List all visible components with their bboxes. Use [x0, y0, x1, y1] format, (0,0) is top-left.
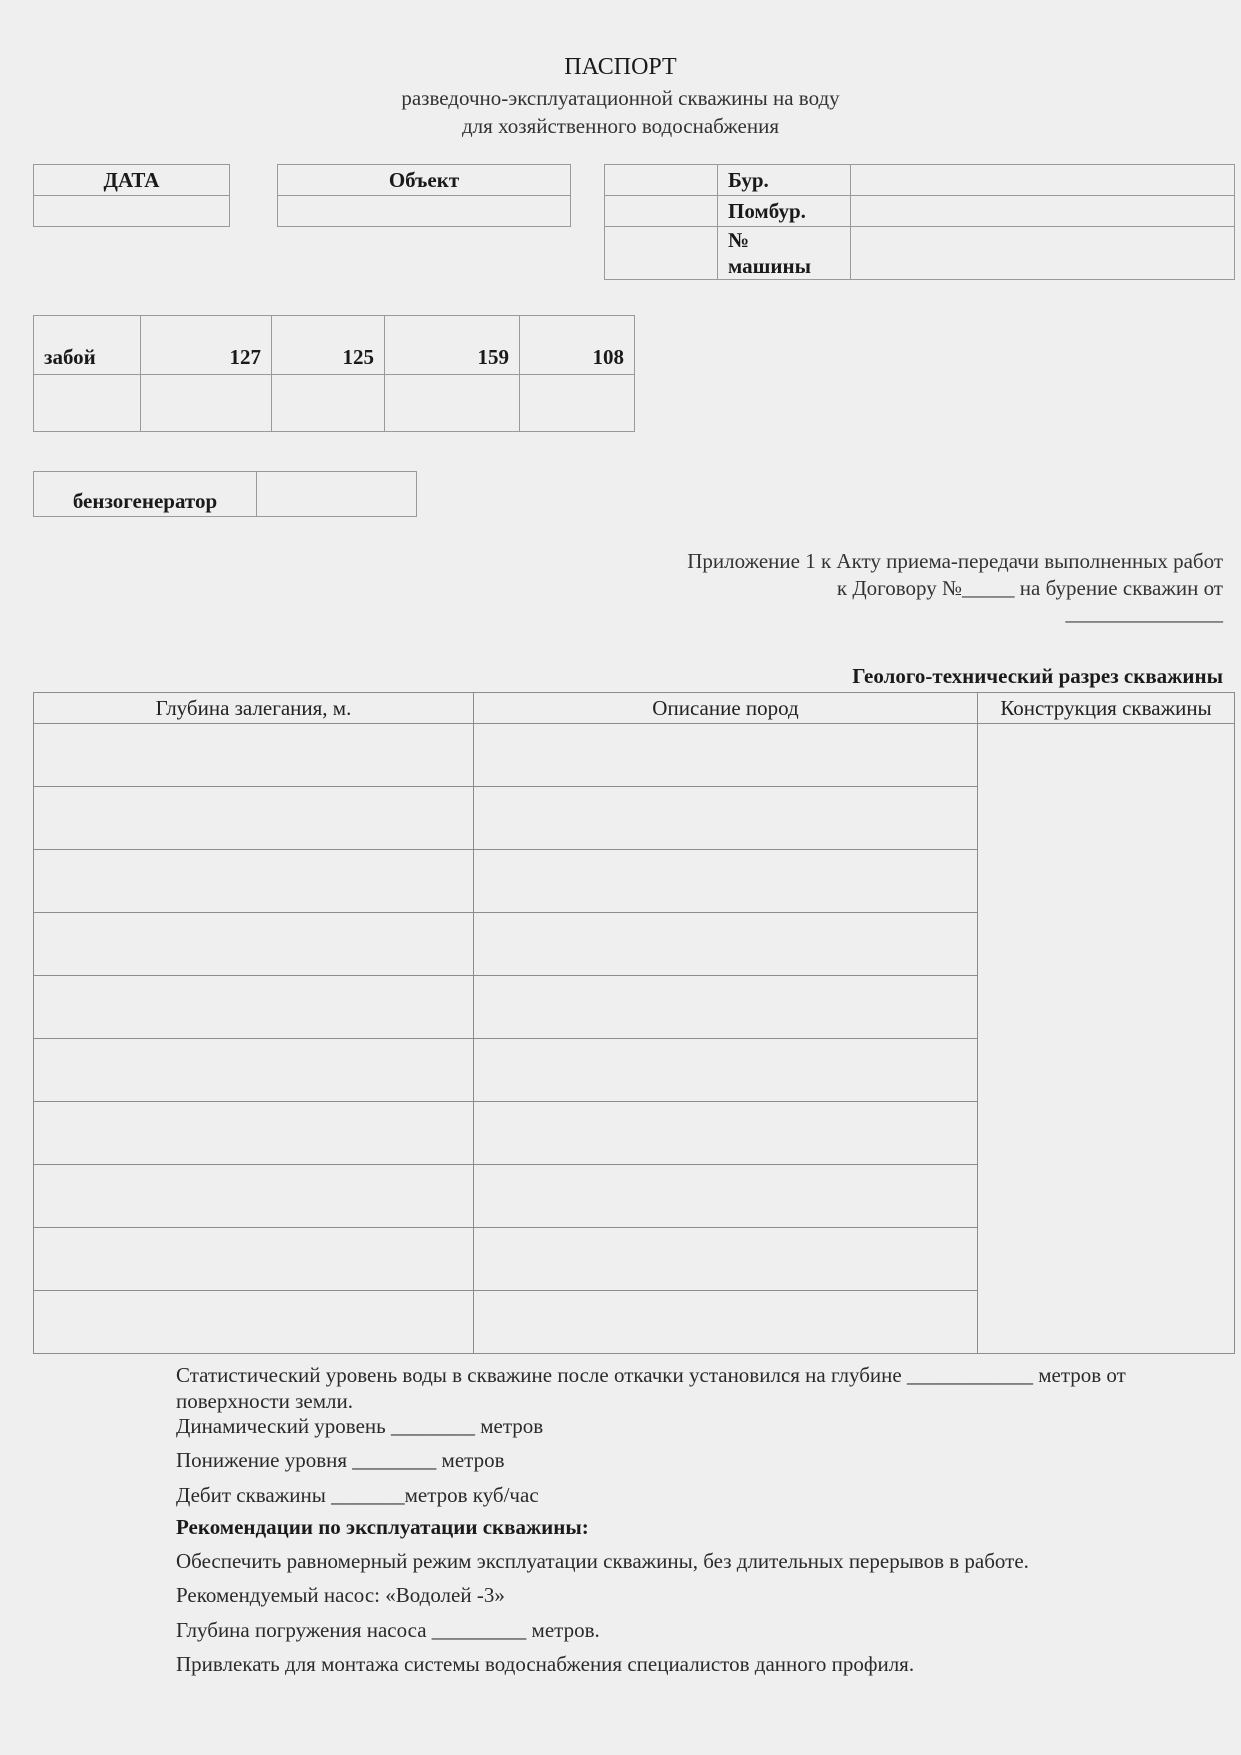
section-title: Геолого-технический разрез скважины: [852, 664, 1223, 688]
generator-label: бензогенератор: [34, 472, 257, 517]
assistant-label: Помбур.: [718, 196, 851, 227]
machine-label-word: машины: [728, 254, 811, 278]
recommendation-3: Глубина погружения насоса _________ метров.: [176, 1618, 600, 1642]
object-table: [277, 164, 571, 227]
geology-table-body: [34, 724, 1235, 1354]
depth-cell[interactable]: [34, 787, 474, 850]
dynamic-level-line: Динамический уровень ________ метров: [176, 1414, 544, 1438]
crew-blank-cell: [605, 227, 718, 280]
page-title: ПАСПОРТ: [564, 54, 677, 80]
rock-description-cell[interactable]: [474, 850, 978, 913]
recommendation-2: Рекомендуемый насос: «Водолей -3»: [176, 1583, 505, 1607]
depth-value-cell[interactable]: [34, 375, 141, 432]
geology-table: [33, 692, 1235, 1354]
column-header-depth: Глубина залегания, м.: [34, 693, 474, 724]
yield-line: Дебит скважины _______метров куб/час: [176, 1483, 539, 1507]
generator-table: [33, 471, 417, 517]
diameter-125: 125: [272, 316, 385, 375]
appendix-line-2: к Договору №_____ на бурение скважин от: [836, 576, 1223, 600]
appendix-line-1: Приложение 1 к Акту приема-передачи выполненных работ: [687, 549, 1223, 573]
rock-description-cell[interactable]: [474, 1228, 978, 1291]
machine-label-no: №: [728, 228, 750, 252]
depth-cell[interactable]: [34, 913, 474, 976]
object-label: Объект: [278, 165, 571, 196]
generator-value-cell[interactable]: [257, 472, 417, 517]
depth-cell[interactable]: [34, 724, 474, 787]
rock-description-cell[interactable]: [474, 1039, 978, 1102]
assistant-value-cell[interactable]: [851, 196, 1235, 227]
appendix-line-3: _______________: [1065, 601, 1223, 625]
object-value-cell[interactable]: [278, 196, 571, 227]
rock-description-cell[interactable]: [474, 1291, 978, 1354]
depth-cell[interactable]: [34, 850, 474, 913]
recommendations-title: Рекомендации по эксплуатации скважины:: [176, 1515, 589, 1539]
date-value-cell[interactable]: [34, 196, 230, 227]
rock-description-cell[interactable]: [474, 724, 978, 787]
recommendation-1: Обеспечить равномерный режим эксплуатации скважины, без длительных перерывов в работе.: [176, 1549, 1029, 1573]
rock-description-cell[interactable]: [474, 976, 978, 1039]
crew-blank-cell: [605, 196, 718, 227]
well-construction-cell[interactable]: [978, 724, 1235, 1354]
machine-value-cell[interactable]: [851, 227, 1235, 280]
driller-label: Бур.: [718, 165, 851, 196]
rock-description-cell[interactable]: [474, 1165, 978, 1228]
machine-label: [718, 227, 851, 280]
depth-cell[interactable]: [34, 1291, 474, 1354]
crew-table: [604, 164, 1235, 280]
static-level-note: Статистический уровень воды в скважине после откачки установился на глубине ____________ метров от поверхности земли.: [176, 1363, 1126, 1413]
rock-description-cell[interactable]: [474, 913, 978, 976]
crew-blank-cell: [605, 165, 718, 196]
diameter-127: 127: [141, 316, 272, 375]
column-header-rocks: Описание пород: [474, 693, 978, 724]
depth-value-cell[interactable]: [385, 375, 520, 432]
depth-value-cell[interactable]: [141, 375, 272, 432]
date-label: ДАТА: [34, 165, 230, 196]
recommendation-4: Привлекать для монтажа системы водоснабжения специалистов данного профиля.: [176, 1652, 915, 1676]
depth-value-cell[interactable]: [272, 375, 385, 432]
page-subtitle-1: разведочно-эксплуатационной скважины на воду: [401, 86, 840, 110]
rock-description-cell[interactable]: [474, 1102, 978, 1165]
diameter-108: 108: [520, 316, 635, 375]
depth-cell[interactable]: [34, 1165, 474, 1228]
page-subtitle-2: для хозяйственного водоснабжения: [462, 114, 779, 138]
date-table: [33, 164, 230, 227]
geology-row: [34, 724, 1235, 787]
depth-row-label: забой: [34, 316, 141, 375]
driller-value-cell[interactable]: [851, 165, 1235, 196]
rock-description-cell[interactable]: [474, 787, 978, 850]
column-header-construction: Конструкция скважины: [978, 693, 1235, 724]
depth-cell[interactable]: [34, 1102, 474, 1165]
depth-cell[interactable]: [34, 976, 474, 1039]
depth-cell[interactable]: [34, 1228, 474, 1291]
depth-cell[interactable]: [34, 1039, 474, 1102]
depth-table: [33, 315, 635, 432]
depth-value-cell[interactable]: [520, 375, 635, 432]
drawdown-line: Понижение уровня ________ метров: [176, 1448, 505, 1472]
diameter-159: 159: [385, 316, 520, 375]
